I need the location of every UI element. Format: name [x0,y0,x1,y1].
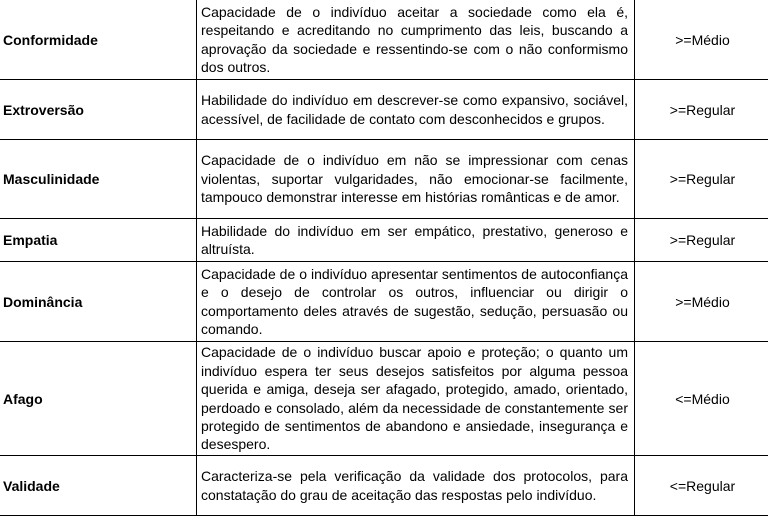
trait-level: <=Médio [635,342,768,456]
trait-description: Habilidade do indivíduo em descrever-se como expansivo, sociável, acessível, de facilidade de contato com desconhecidos e grupos. [197,80,635,140]
trait-description: Habilidade do indivíduo em ser empático, prestativo, generoso e altruísta. [197,219,635,262]
table-row [0,0,768,80]
table-row [0,140,768,219]
trait-level: >=Médio [635,262,768,342]
trait-level: >=Regular [635,140,768,219]
table-row [0,262,768,342]
trait-name: Masculinidade [0,140,197,219]
trait-name: Validade [0,456,197,516]
trait-level: <=Regular [635,456,768,516]
trait-description: Capacidade de o indivíduo buscar apoio e proteção; o quanto um indivíduo espera ter seus desejos satisfeitos por alguma pessoa querida e amiga, deseja ser afagado, protegido, amado, orientado, perdoado e consolado, além da necessidade de constantemente ser protegido de sentimentos de abandono e ansiedade, insegurança e desespero. [197,342,635,456]
trait-name: Dominância [0,262,197,342]
trait-name: Afago [0,342,197,456]
trait-description: Capacidade de o indivíduo aceitar a sociedade como ela é, respeitando e acreditando no cumprimento das leis, buscando a aprovação da sociedade e ressentindo-se com o não conformismo dos outros. [197,0,635,80]
table-row [0,342,768,456]
trait-level: >=Regular [635,80,768,140]
table-row [0,80,768,140]
trait-description: Capacidade de o indivíduo em não se impressionar com cenas violentas, suportar vulgaridades, não emocionar-se facilmente, tampouco demonstrar interesse em histórias românticas e de amor. [197,140,635,219]
trait-level: >=Regular [635,219,768,262]
trait-description: Caracteriza-se pela verificação da validade dos protocolos, para constatação do grau de aceitação das respostas pelo indivíduo. [197,456,635,516]
trait-description: Capacidade de o indivíduo apresentar sentimentos de autoconfiança e o desejo de controlar os outros, influenciar ou dirigir o comportamento deles através de sugestão, sedução, persuasão ou comando. [197,262,635,342]
trait-name: Extroversão [0,80,197,140]
table-row [0,456,768,516]
trait-name: Conformidade [0,0,197,80]
trait-level: >=Médio [635,0,768,80]
trait-name: Empatia [0,219,197,262]
table-row [0,219,768,262]
